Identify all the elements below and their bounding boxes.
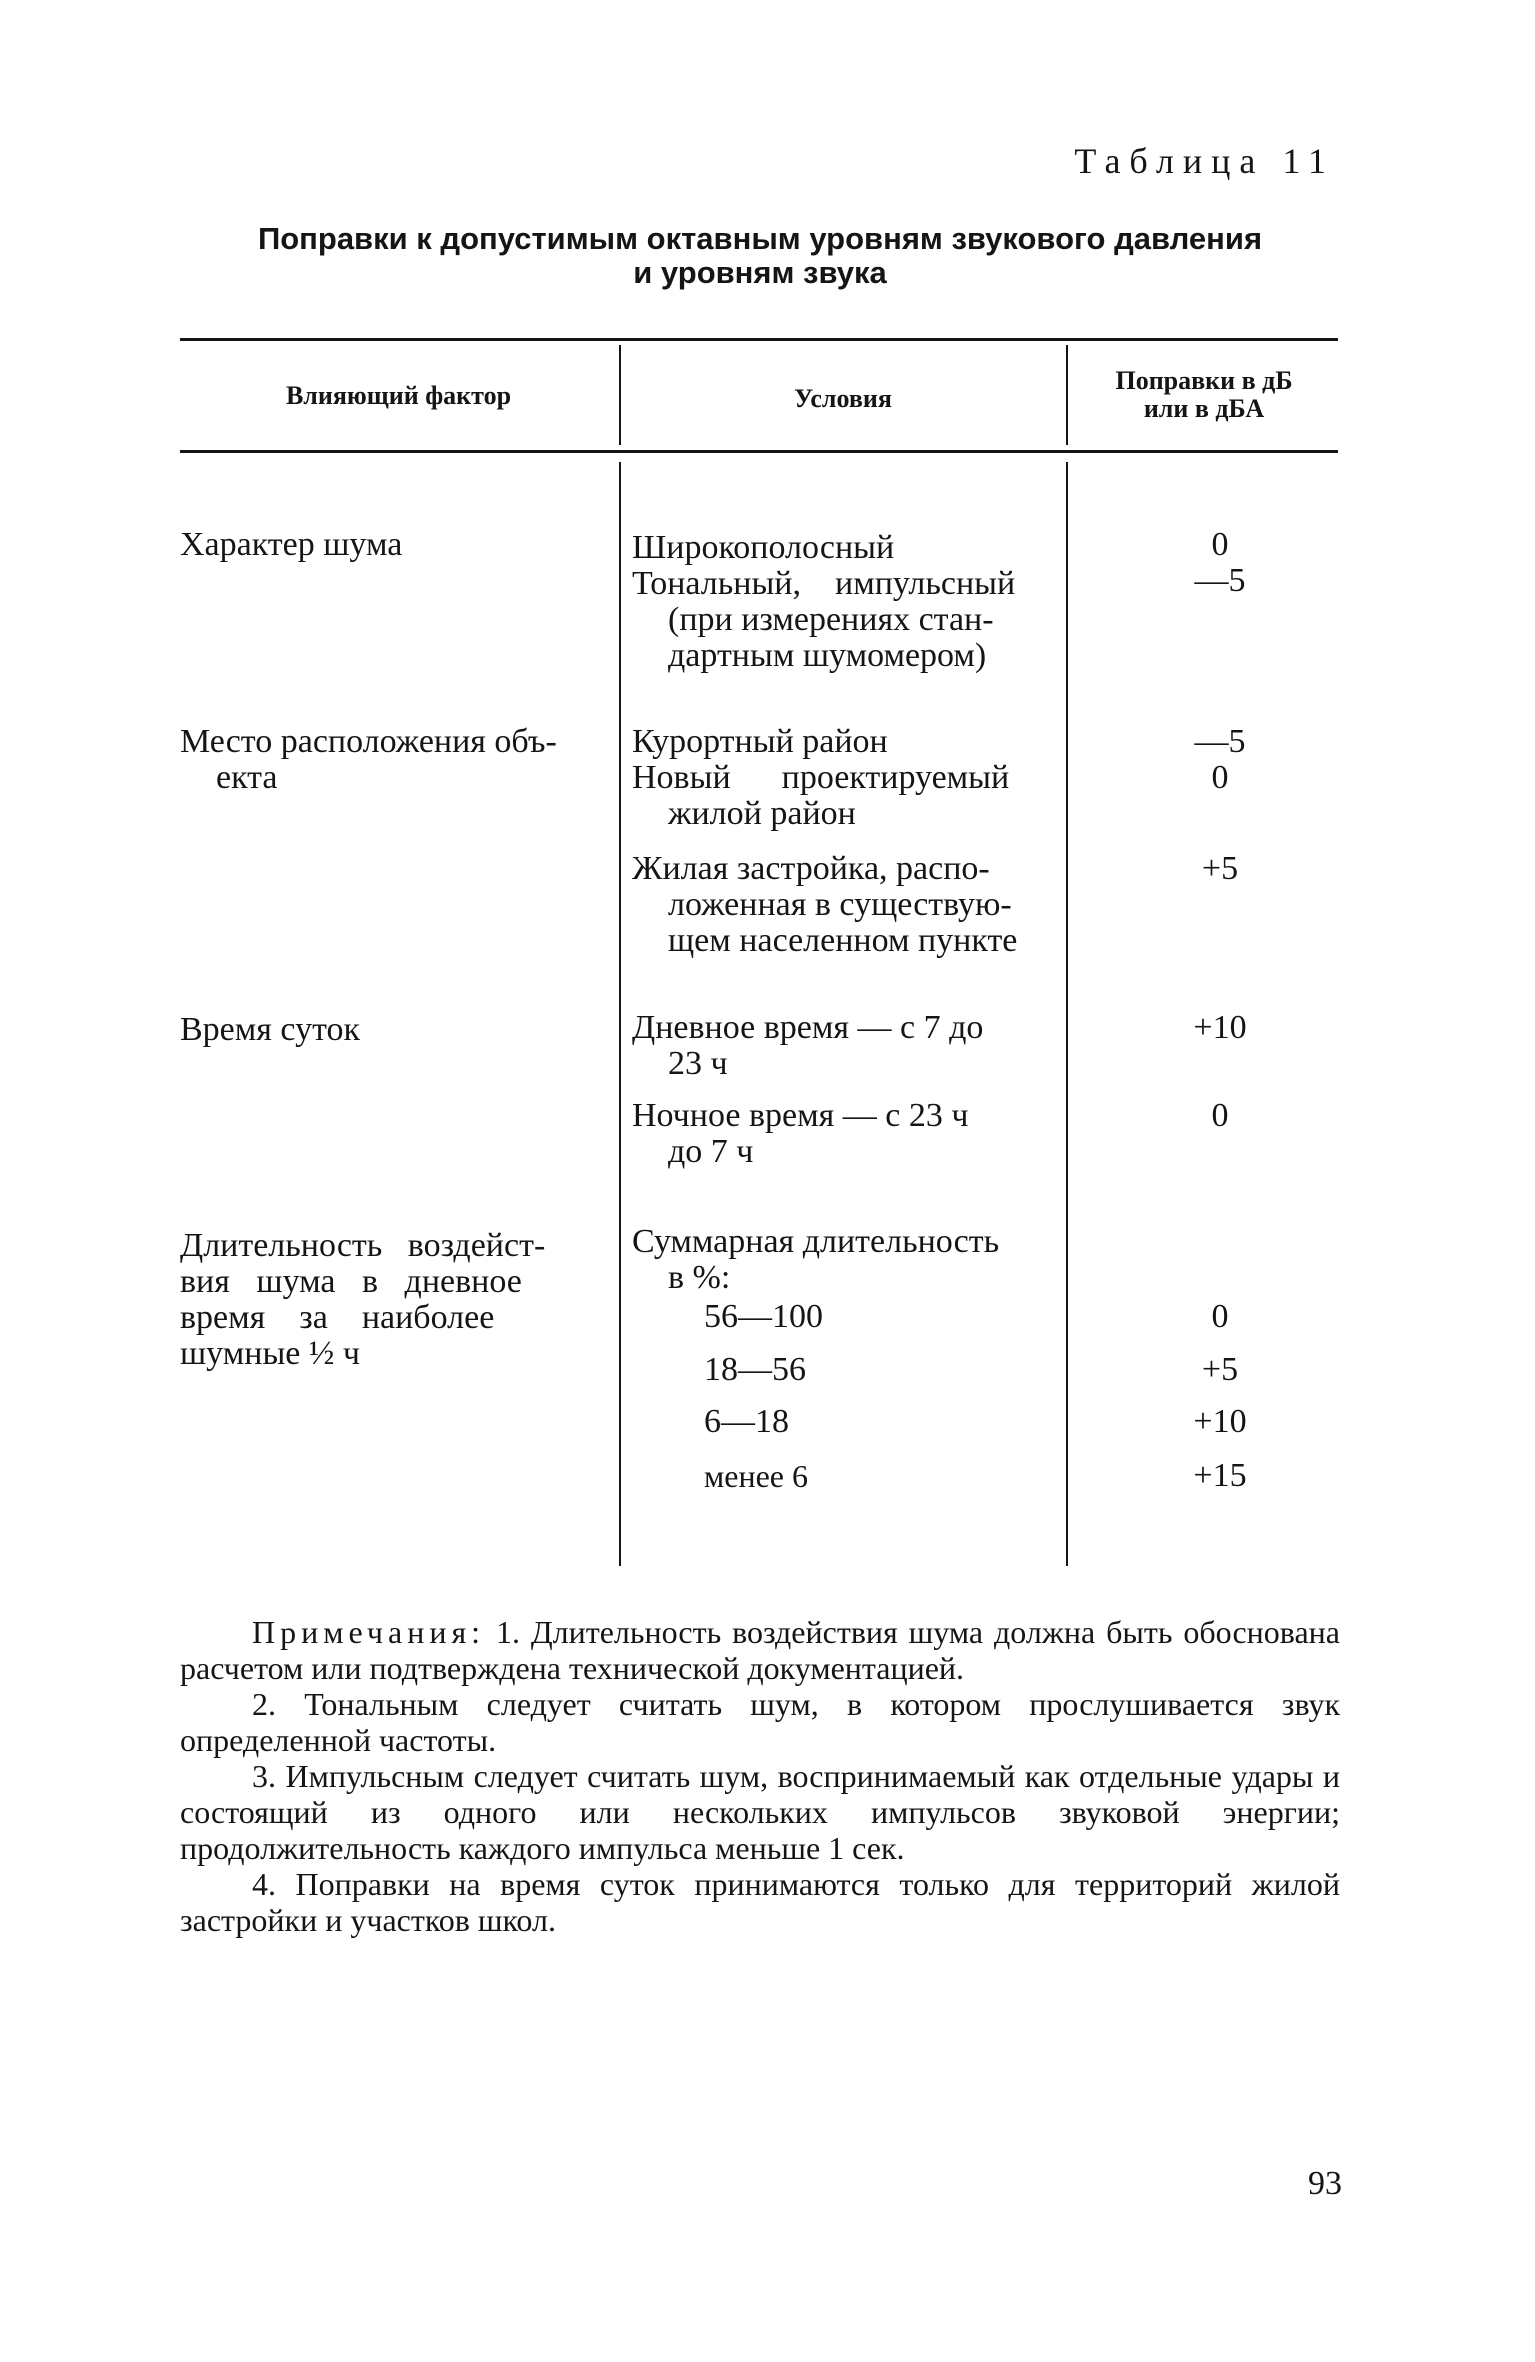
column-header-factor: Влияющий фактор	[285, 381, 512, 410]
value-broadband: 0	[1211, 526, 1229, 563]
duration-value-4: +15	[1193, 1457, 1247, 1494]
table-top-rule	[180, 338, 1338, 341]
note-4: 4. Поправки на время суток принимаются только для территорий жилой застройки и участков школ.	[180, 1866, 1340, 1938]
duration-range-3: 6—18	[704, 1403, 789, 1440]
column-divider-1	[619, 345, 621, 445]
condition-existing-residential: Жилая застройка, распо- ложенная в существую- щем населенном пункте	[632, 850, 1018, 959]
column-divider-1-body	[619, 462, 621, 1566]
duration-range-4: менее 6	[704, 1458, 808, 1494]
column-divider-2-body	[1066, 462, 1068, 1566]
title-line-2: и уровням звука	[633, 255, 887, 290]
condition-new-residential: Новый проектируемый жилой район	[632, 759, 1010, 832]
column-divider-2	[1066, 345, 1068, 445]
header-bottom-rule	[180, 450, 1338, 453]
column-header-conditions: Условия	[794, 384, 892, 413]
note-1: Примечания: 1. Длительность воздействия шума должна быть обоснована расчетом или подтверждена технической документацией.	[180, 1614, 1341, 1686]
factor-noise-character: Характер шума	[180, 526, 403, 563]
note-3: 3. Импульсным следует считать шум, воспринимаемый как отдельные удары и состоящий из одного или нескольких импульсов звуковой энергии; продолжительность каждого импульса меньше 1 сек.	[180, 1758, 1340, 1866]
column-header-corrections-line-2: или в дБА	[1143, 394, 1265, 423]
condition-daytime: Дневное время — с 7 до 23 ч	[632, 1009, 984, 1082]
table-label: Таблица 11	[1074, 141, 1335, 181]
value-nighttime: 0	[1211, 1097, 1229, 1134]
value-existing-residential: +5	[1201, 850, 1239, 887]
duration-value-1: 0	[1211, 1298, 1229, 1335]
condition-total-duration: Суммарная длительность в %:	[632, 1223, 1000, 1296]
notes-section	[180, 1614, 1340, 1938]
column-header-corrections	[1070, 367, 1338, 423]
value-new-residential: 0	[1211, 759, 1229, 796]
duration-range-1: 56—100	[704, 1298, 823, 1335]
duration-value-2: +5	[1201, 1351, 1239, 1388]
note-2: 2. Тональным следует считать шум, в котором прослушивается звук определенной частоты.	[180, 1686, 1340, 1758]
column-header-corrections-line-1: Поправки в дБ	[1115, 366, 1293, 395]
duration-value-3: +10	[1193, 1403, 1247, 1440]
title-line-1: Поправки к допустимым октавным уровням звукового давления	[257, 221, 1263, 256]
value-daytime: +10	[1193, 1009, 1247, 1046]
factor-object-location: Место расположения объ- екта	[180, 723, 557, 796]
table-title	[180, 222, 1340, 290]
condition-broadband: Широкополосный	[632, 529, 895, 566]
condition-tonal-impulse: Тональный, импульсный (при измерениях стан- дартным шумомером)	[632, 565, 1016, 674]
factor-time-of-day: Время суток	[180, 1011, 360, 1048]
condition-resort-area: Курортный район	[632, 723, 888, 760]
factor-exposure-duration: Длительность воздейст- вия шума в дневное время за наиболее шумные ½ ч	[180, 1227, 546, 1372]
duration-range-2: 18—56	[704, 1351, 806, 1388]
page-number: 93	[1308, 2165, 1342, 2202]
value-tonal-impulse: —5	[1194, 562, 1246, 599]
value-resort-area: —5	[1194, 723, 1246, 760]
notes-heading: Примечания:	[252, 1614, 486, 1650]
condition-nighttime: Ночное время — с 23 ч до 7 ч	[632, 1097, 969, 1170]
